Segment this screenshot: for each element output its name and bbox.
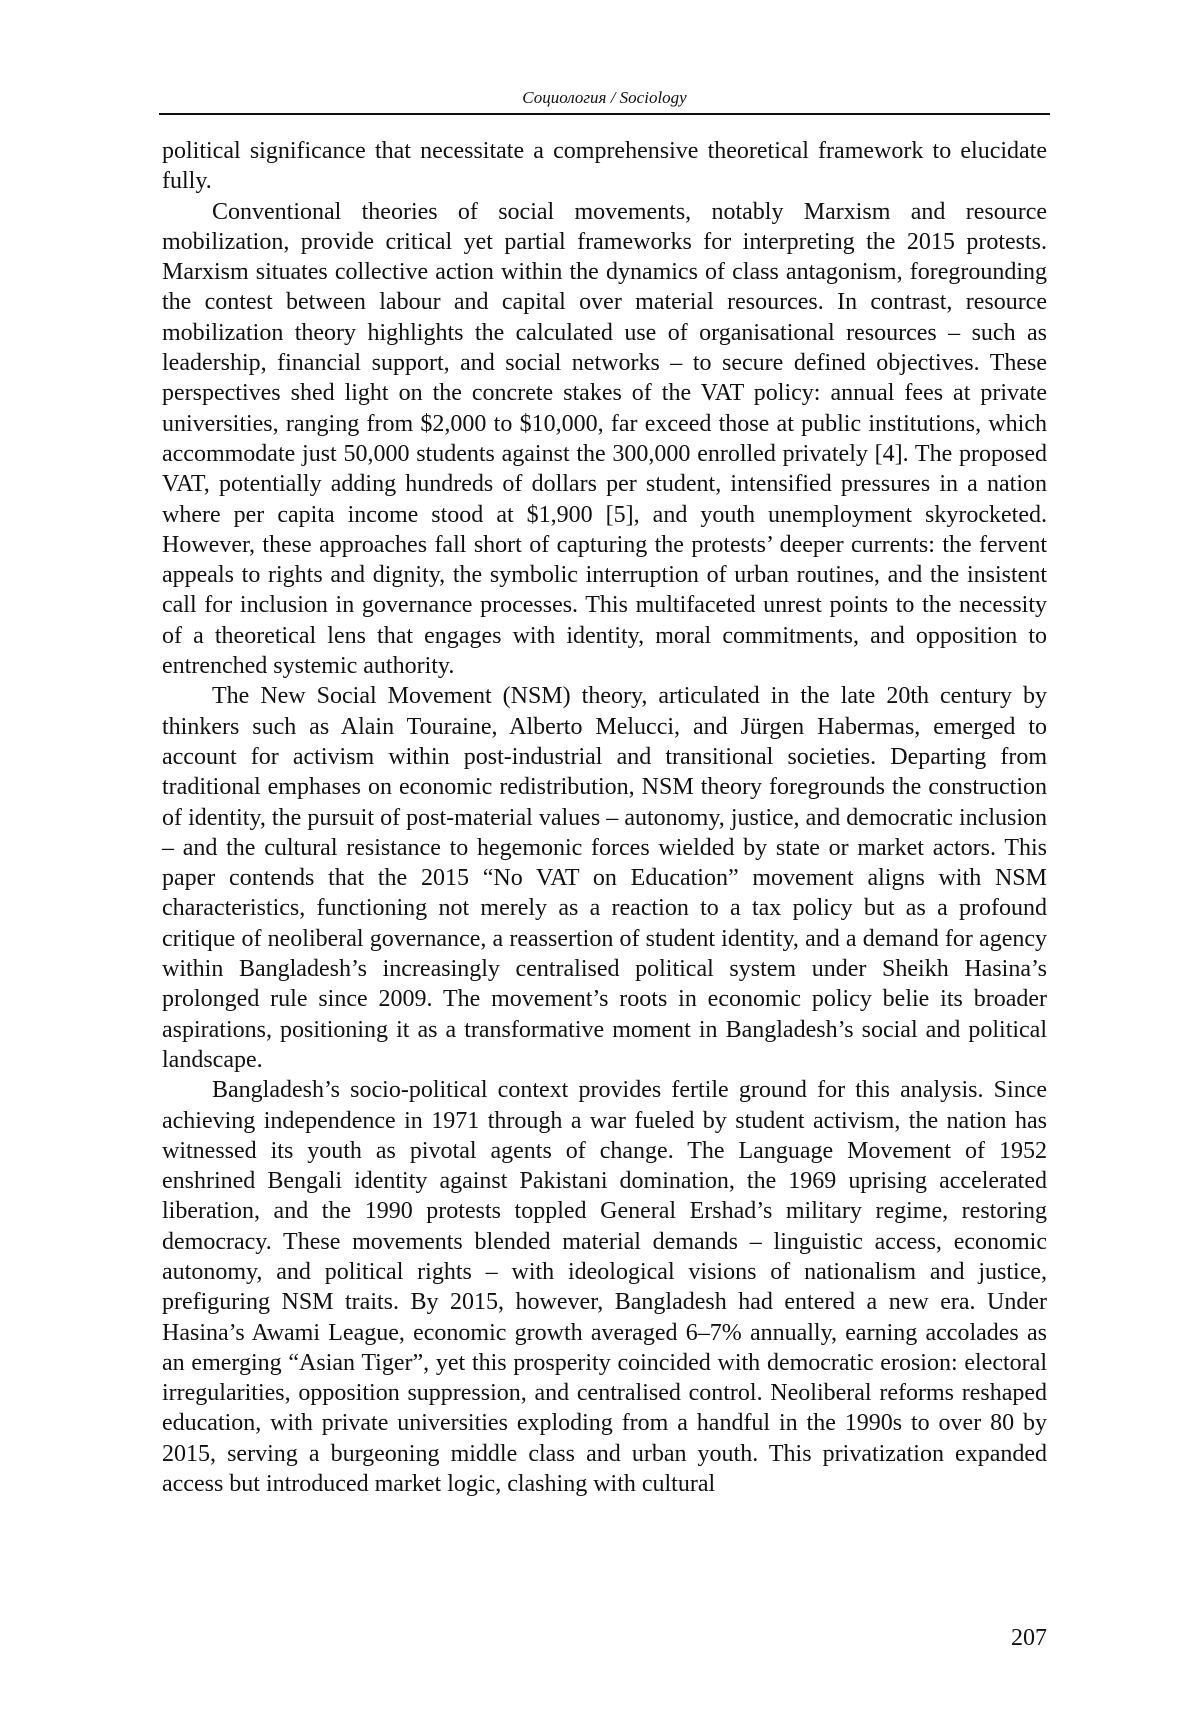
article-body bbox=[162, 136, 1047, 1499]
paragraph: Conventional theories of social movements, notably Marxism and resource mobilization, provide critical yet partial frameworks for interpreting the 2015 protests. Marxism situates collective action within the dynamics of class antagonism, foregrounding the contest between labour and capital over material resources. In contrast, resource mobilization theory highlights the calculated use of organisational resources – such as leadership, financial support, and social networks – to secure defined objectives. These perspectives shed light on the concrete stakes of the VAT policy: annual fees at private universities, ranging from $2,000 to $10,000, far exceed those at public institutions, which accommodate just 50,000 students against the 300,000 enrolled privately [4]. The proposed VAT, potentially adding hundreds of dollars per student, intensified pressures in a nation where per capita income stood at $1,900 [5], and youth unemployment skyrocketed. However, these approaches fall short of capturing the protests’ deeper currents: the fervent appeals to rights and dignity, the symbolic interruption of urban routines, and the insistent call for inclusion in governance processes. This multifaceted unrest points to the necessity of a theoretical lens that engages with identity, moral commitments, and opposition to entrenched systemic authority. bbox=[162, 198, 1047, 680]
paragraph: The New Social Movement (NSM) theory, articulated in the late 20th century by thinkers such as Alain Touraine, Alberto Melucci, and Jürgen Habermas, emerged to account for activism within post-industrial and transitional societies. Departing from traditional emphases on economic redistribution, NSM theory foregrounds the construction of identity, the pursuit of post-material values – autonomy, justice, and democratic inclusion – and the cultural resistance to hegemonic forces wielded by state or market actors. This paper contends that the 2015 “No VAT on Education” movement aligns with NSM characteristics, functioning not merely as a reaction to a tax policy but as a profound critique of neoliberal governance, a reassertion of student identity, and a demand for agency within Bangladesh’s increasingly centralised political system under Sheikh Hasina’s prolonged rule since 2009. The movement’s roots in economic policy belie its broader aspirations, positioning it as a transformative moment in Bangladesh’s social and political landscape. bbox=[162, 683, 1047, 1073]
header-divider bbox=[159, 113, 1050, 115]
page-number: 207 bbox=[1011, 1625, 1047, 1651]
paragraph-continuation: political significance that necessitate a comprehensive theoretical framework to elucidate fully. bbox=[162, 138, 1047, 195]
journal-page bbox=[162, 0, 1047, 1729]
paragraph: Bangladesh’s socio-political context provides fertile ground for this analysis. Since achieving independence in 1971 through a war fueled by student activism, the nation has witnessed its youth as pivotal agents of change. The Language Movement of 1952 enshrined Bengali identity against Pakistani domination, the 1969 uprising accelerated liberation, and the 1990 protests toppled General Ershad’s military regime, restoring democracy. These movements blended material demands – linguistic access, economic autonomy, and political rights – with ideological visions of nationalism and justice, prefiguring NSM traits. By 2015, however, Bangladesh had entered a new era. Under Hasina’s Awami League, economic growth averaged 6–7% annually, earning accolades as an emerging “Asian Tiger”, yet this prosperity coincided with democratic erosion: electoral irregularities, opposition suppression, and centralised control. Neoliberal reforms reshaped education, with private universities exploding from a handful in the 1990s to over 80 by 2015, serving a burgeoning middle class and urban youth. This privatization expanded access but introduced market logic, clashing with cultural bbox=[162, 1077, 1047, 1498]
running-header: Социология / Sociology bbox=[522, 88, 687, 107]
